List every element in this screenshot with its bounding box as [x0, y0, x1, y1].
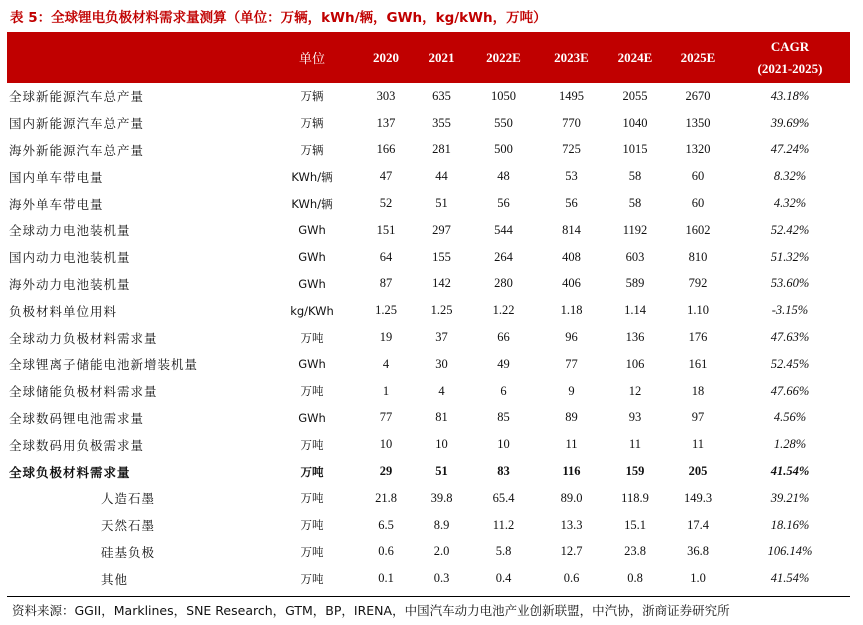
row-value-cell: 1.10 [687, 303, 709, 318]
row-value-cell: 500 [494, 142, 513, 157]
table-row [7, 324, 850, 351]
header-year: 2022E [468, 32, 539, 83]
row-value-cell: 725 [562, 142, 581, 157]
row-cagr: 47.66% [770, 383, 810, 398]
row-value-cell: 77 [379, 410, 393, 425]
row-value-cell: 30 [435, 356, 448, 371]
row-value-cell: 2.0 [433, 544, 450, 559]
row-value-cell: 0.1 [378, 571, 394, 586]
row-value-cell: 65.4 [492, 490, 515, 505]
row-value-cell: 1602 [685, 222, 711, 237]
row-value-cell: 9 [568, 383, 575, 398]
row-label: 全球储能负极材料需求量 [9, 384, 158, 400]
row-value-cell: 11 [628, 437, 642, 452]
header-year: 2024E [604, 32, 666, 83]
row-value-cell: 355 [432, 115, 451, 130]
header-row [7, 32, 850, 83]
table-body [7, 83, 850, 592]
row-label: 全球锂离子储能电池新增装机量 [9, 357, 199, 373]
row-value-cell: 118.9 [621, 490, 649, 505]
row-value-cell: 544 [494, 222, 513, 237]
row-value-cell: 1.25 [375, 303, 397, 318]
table-row [7, 297, 850, 324]
row-value-cell: 12.7 [560, 544, 583, 559]
row-cagr: 41.54% [770, 464, 810, 479]
row-value-cell: 603 [625, 249, 645, 264]
row-value-cell: 48 [497, 169, 510, 184]
row-label: 其他 [101, 571, 129, 587]
row-value-cell: 17.4 [687, 517, 709, 532]
row-value-cell: 10 [379, 437, 393, 452]
table-row [7, 163, 850, 190]
row-value-cell: 6.5 [378, 517, 394, 532]
row-cagr: 52.42% [770, 222, 810, 237]
row-cagr: 4.32% [773, 196, 807, 211]
row-value-cell: 159 [625, 464, 645, 479]
row-value-cell: 0.8 [627, 571, 643, 586]
row-value-cell: 51 [435, 464, 448, 479]
row-value-cell: 0.4 [495, 571, 512, 586]
table-row [7, 83, 850, 110]
row-unit: 万辆 [300, 116, 324, 131]
row-unit: 万吨 [300, 544, 324, 559]
row-cagr: 4.56% [773, 410, 807, 425]
row-label: 全球动力电池装机量 [9, 223, 131, 239]
row-label: 硅基负极 [101, 544, 156, 560]
row-value-cell: 52 [379, 196, 393, 211]
row-unit: 万吨 [300, 491, 324, 506]
table-row [7, 217, 850, 244]
row-unit: GWh [298, 223, 326, 238]
row-value-cell: 281 [432, 142, 451, 157]
header-unit: 单位 [267, 32, 357, 83]
row-value-cell: 2055 [622, 88, 648, 103]
header-cagr-title: CAGR [770, 38, 810, 54]
row-value-cell: 176 [688, 330, 708, 345]
row-value-cell: 10 [497, 437, 510, 452]
table-row [7, 137, 850, 164]
header-label-cell [7, 32, 267, 83]
row-value-cell: 1015 [622, 142, 648, 157]
row-value-cell: 13.3 [560, 517, 583, 532]
row-value-cell: 1495 [559, 88, 584, 103]
row-value-cell: 19 [379, 330, 393, 345]
row-value-cell: 89 [565, 410, 578, 425]
row-value-cell: 205 [688, 464, 708, 479]
row-label: 人造石墨 [101, 491, 156, 507]
row-value-cell: 11 [565, 437, 578, 452]
row-value-cell: 89.0 [560, 490, 583, 505]
row-value-cell: 1350 [685, 115, 711, 130]
table-row [7, 244, 850, 271]
row-value-cell: 8.9 [433, 517, 450, 532]
row-value-cell: 137 [376, 115, 396, 130]
row-value-cell: 47 [379, 169, 393, 184]
row-value-cell: 161 [688, 356, 708, 371]
table-row [7, 351, 850, 378]
row-value-cell: 1320 [685, 142, 711, 157]
row-value-cell: 36.8 [687, 544, 709, 559]
row-value-cell: 155 [432, 249, 451, 264]
header-year: 2020 [357, 32, 415, 83]
row-value-cell: 60 [691, 196, 705, 211]
row-cagr: 53.60% [770, 276, 810, 291]
row-unit: 万辆 [300, 89, 324, 104]
row-value-cell: 96 [565, 330, 578, 345]
row-value-cell: 56 [565, 196, 578, 211]
row-unit: 万吨 [300, 384, 324, 399]
row-value-cell: 1050 [491, 88, 516, 103]
row-cagr: 52.45% [770, 356, 810, 371]
row-label: 国内单车带电量 [9, 169, 104, 185]
row-unit: GWh [298, 276, 326, 291]
table-row [7, 271, 850, 298]
source-note: 资料来源：GGII，Marklines，SNE Research，GTM，BP，IRENA，中国汽车动力电池产业创新联盟，中汽协，浙商证券研究所 [12, 603, 730, 618]
row-value-cell: 37 [435, 330, 448, 345]
row-value-cell: 1 [382, 383, 390, 398]
row-value-cell: 29 [379, 464, 393, 479]
row-value-cell: 77 [565, 356, 578, 371]
row-value-cell: 142 [432, 276, 451, 291]
row-value-cell: 15.1 [624, 517, 646, 532]
table-row [7, 458, 850, 485]
row-value-cell: 149.3 [683, 490, 713, 505]
row-value-cell: 1.25 [430, 303, 453, 318]
row-label: 海外新能源汽车总产量 [9, 142, 145, 158]
row-unit: 万吨 [300, 437, 324, 452]
row-label: 负极材料单位用料 [9, 303, 118, 319]
row-value-cell: 12 [628, 383, 642, 398]
table-row [7, 431, 850, 458]
row-value-cell: 85 [497, 410, 510, 425]
row-value-cell: 770 [562, 115, 581, 130]
table-row [7, 110, 850, 137]
table-row [7, 565, 850, 592]
row-value-cell: 1040 [622, 115, 648, 130]
row-value-cell: 58 [628, 196, 642, 211]
row-value-cell: 297 [432, 222, 451, 237]
row-unit: 万吨 [300, 518, 324, 533]
row-cagr: 106.14% [767, 544, 813, 559]
row-value-cell: 58 [628, 169, 642, 184]
table-row [7, 512, 850, 539]
row-value-cell: 10 [435, 437, 448, 452]
row-value-cell: 21.8 [375, 490, 397, 505]
row-value-cell: 66 [497, 330, 510, 345]
table-title: 表 5：全球锂电负极材料需求量测算（单位：万辆，kWh/辆，GWh，kg/kWh，万吨） [10, 10, 547, 26]
row-label: 天然石墨 [101, 518, 156, 534]
row-value-cell: 589 [625, 276, 645, 291]
row-label: 国内新能源汽车总产量 [9, 116, 145, 132]
row-value-cell: 635 [432, 88, 451, 103]
row-cagr: -3.15% [771, 303, 809, 318]
row-value-cell: 106 [625, 356, 645, 371]
row-cagr: 39.69% [770, 115, 810, 130]
row-unit: KWh/辆 [291, 196, 333, 211]
table-row [7, 190, 850, 217]
row-value-cell: 6 [500, 383, 507, 398]
row-cagr: 1.28% [773, 437, 807, 452]
row-value-cell: 5.8 [495, 544, 512, 559]
header-year: 2021 [415, 32, 468, 83]
demand-table-container [7, 32, 850, 592]
row-value-cell: 4 [438, 383, 445, 398]
row-value-cell: 0.6 [378, 544, 394, 559]
footer-divider [7, 596, 850, 597]
row-value-cell: 39.8 [430, 490, 453, 505]
row-value-cell: 49 [497, 356, 510, 371]
row-value-cell: 116 [562, 464, 581, 479]
row-value-cell: 303 [376, 88, 396, 103]
row-value-cell: 93 [628, 410, 642, 425]
row-label: 全球新能源汽车总产量 [9, 89, 145, 105]
row-value-cell: 792 [688, 276, 708, 291]
row-cagr: 39.21% [770, 490, 810, 505]
header-cagr [730, 32, 850, 83]
row-value-cell: 81 [435, 410, 448, 425]
row-value-cell: 0.6 [563, 571, 580, 586]
row-value-cell: 51 [435, 196, 448, 211]
row-value-cell: 97 [691, 410, 705, 425]
row-value-cell: 0.3 [433, 571, 450, 586]
row-value-cell: 810 [688, 249, 708, 264]
row-value-cell: 1.18 [560, 303, 583, 318]
row-label: 海外动力电池装机量 [9, 276, 131, 292]
row-cagr: 47.24% [770, 142, 810, 157]
row-unit: GWh [298, 410, 326, 425]
header-cagr-period: (2021-2025) [757, 60, 823, 76]
row-value-cell: 2670 [685, 88, 711, 103]
row-value-cell: 550 [494, 115, 513, 130]
table-row [7, 405, 850, 432]
row-label: 全球负极材料需求量 [9, 464, 131, 480]
row-unit: 万吨 [300, 571, 324, 586]
row-value-cell: 23.8 [624, 544, 646, 559]
table-row [7, 539, 850, 566]
row-value-cell: 280 [494, 276, 513, 291]
row-value-cell: 11.2 [492, 517, 515, 532]
row-cagr: 8.32% [773, 169, 807, 184]
row-value-cell: 814 [562, 222, 581, 237]
row-cagr: 51.32% [770, 249, 810, 264]
table-row [7, 485, 850, 512]
row-label: 海外单车带电量 [9, 196, 104, 212]
row-unit: 万辆 [300, 142, 324, 157]
row-cagr: 18.16% [770, 517, 810, 532]
row-value-cell: 4 [382, 356, 390, 371]
row-value-cell: 408 [562, 249, 581, 264]
row-unit: GWh [298, 250, 326, 265]
row-unit: KWh/辆 [291, 169, 333, 184]
header-year: 2025E [666, 32, 730, 83]
row-value-cell: 87 [379, 276, 393, 291]
row-value-cell: 53 [565, 169, 578, 184]
header-year: 2023E [539, 32, 604, 83]
row-cagr: 41.54% [770, 571, 810, 586]
row-label: 全球数码用负极需求量 [9, 437, 145, 453]
row-value-cell: 44 [435, 169, 448, 184]
row-value-cell: 1.0 [690, 571, 706, 586]
row-value-cell: 1.14 [624, 303, 646, 318]
row-unit: 万吨 [300, 330, 324, 345]
demand-table [7, 32, 850, 592]
row-value-cell: 136 [625, 330, 645, 345]
table-row [7, 378, 850, 405]
row-value-cell: 60 [691, 169, 705, 184]
row-label: 全球数码锂电池需求量 [9, 410, 145, 426]
row-label: 国内动力电池装机量 [9, 250, 131, 266]
row-value-cell: 18 [691, 383, 705, 398]
row-value-cell: 264 [494, 249, 513, 264]
row-value-cell: 1.22 [492, 303, 515, 318]
row-value-cell: 83 [497, 464, 510, 479]
row-unit: GWh [298, 357, 326, 372]
row-unit: kg/KWh [290, 303, 334, 318]
row-value-cell: 64 [379, 249, 393, 264]
row-cagr: 43.18% [770, 88, 810, 103]
row-label: 全球动力负极材料需求量 [9, 330, 158, 346]
row-value-cell: 56 [497, 196, 510, 211]
row-unit: 万吨 [300, 464, 324, 479]
row-value-cell: 406 [562, 276, 581, 291]
row-value-cell: 151 [376, 222, 396, 237]
row-value-cell: 1192 [622, 222, 648, 237]
row-cagr: 47.63% [770, 330, 810, 345]
row-value-cell: 11 [691, 437, 705, 452]
row-value-cell: 166 [376, 142, 396, 157]
